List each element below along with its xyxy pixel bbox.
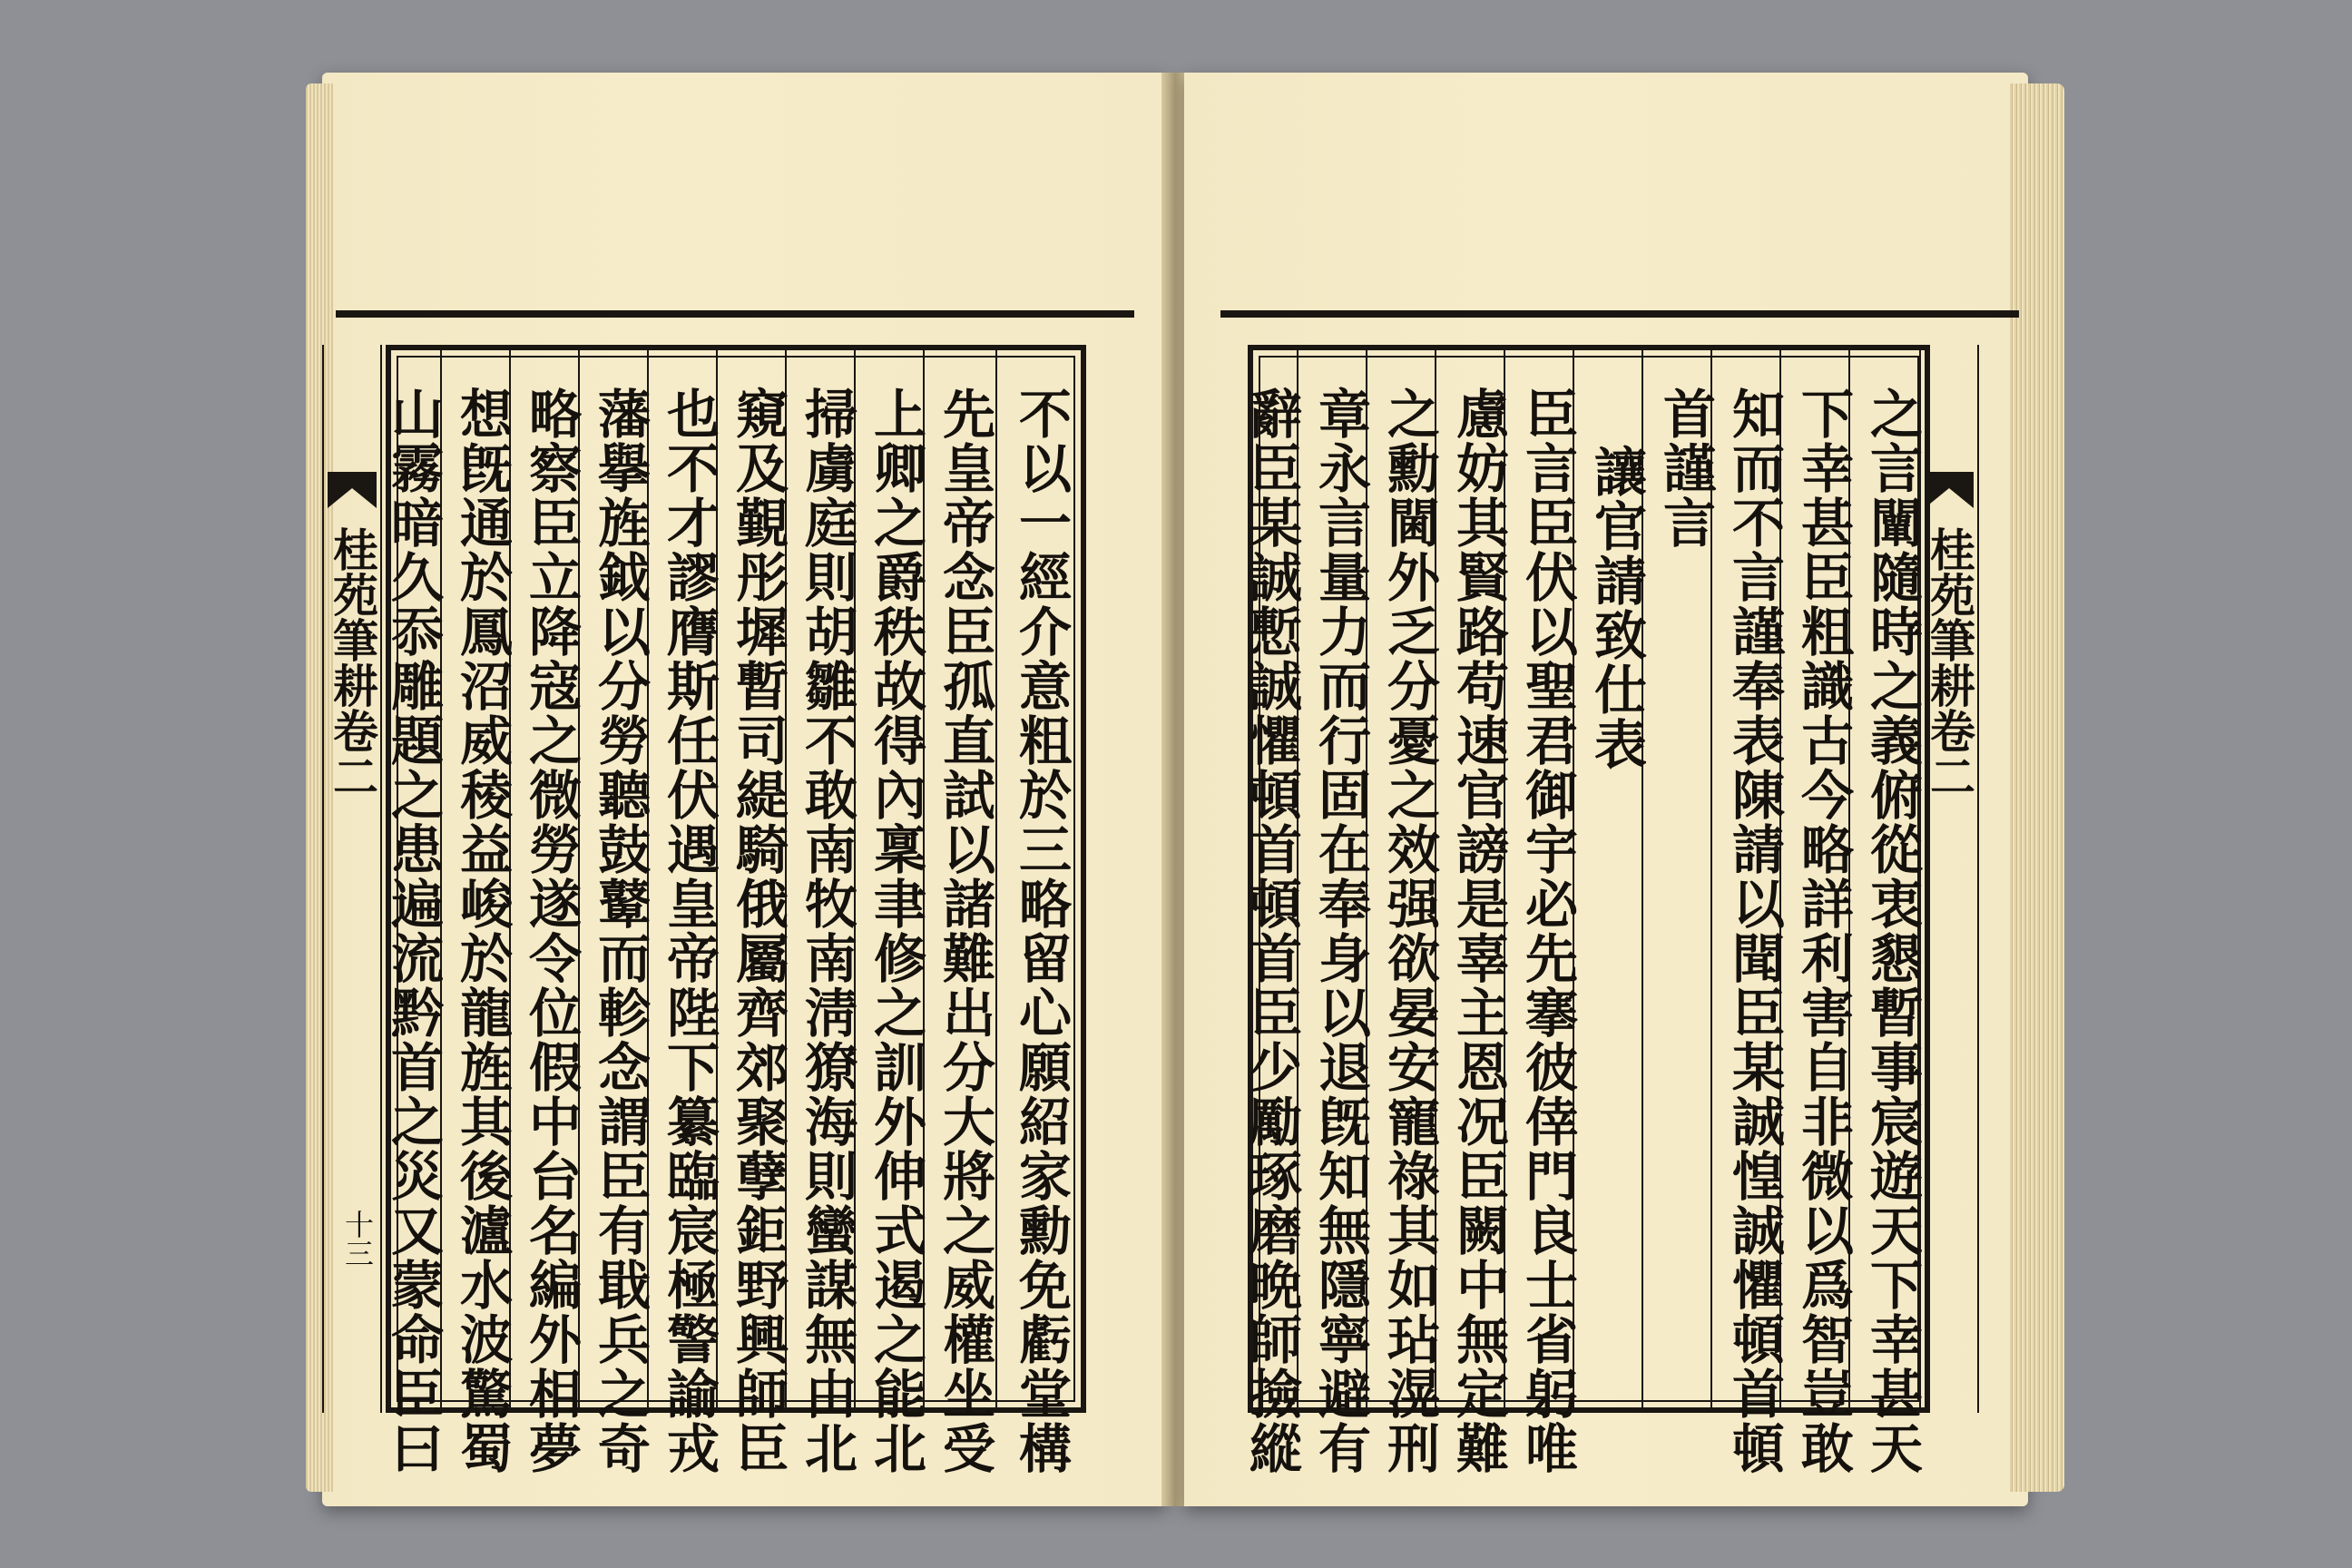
right-margin-title: 桂苑筆耕卷二: [1923, 526, 1976, 799]
right-col-7: 慮妨其賢路苟速官謗是辜主恩况臣闕中無定難: [1447, 387, 1509, 1475]
right-col-10: 辭臣某誠慙誠懼頓首頓首臣少勵琢磨晩師撿縱: [1240, 387, 1302, 1475]
left-margin-title: 桂苑筆耕卷二: [326, 526, 379, 799]
open-book: [322, 73, 2028, 1506]
left-text-frame: [382, 345, 1086, 1475]
left-col-10: 山霧暗久忝雕題之患遍流黔首之災又蒙命臣曰: [382, 387, 444, 1475]
right-col-9: 章永言量力而行固在奉身以退旣知無隱寧避有: [1309, 387, 1371, 1475]
right-text-frame: [1240, 345, 1930, 1475]
right-col-3: 知而不言謹奉表陳請以聞臣某誠惶誠懼頓首頓: [1723, 387, 1785, 1475]
left-col-7: 藩擧旌鉞以分勞聽鼓鼙而軫念謂臣有戢兵之奇: [589, 387, 651, 1475]
left-col-9: 想旣通於鳳沼威稜益峻於龍旌其後瀘水波驚蜀: [451, 387, 513, 1475]
right-center-fold: [1919, 345, 1979, 1413]
left-headband: [336, 310, 1134, 318]
right-headband: [1220, 310, 2019, 318]
left-center-fold: [322, 345, 382, 1413]
right-col-1: 之言闡隨時之義俯從衷懇暫事宸遊天下幸甚天: [1861, 387, 1923, 1475]
fish-tail-mark-icon: [328, 472, 377, 508]
right-col-5-title: 讓官請致仕表: [1585, 445, 1647, 771]
left-col-1: 不以一經介意粗於三略留心願紹家勳免虧堂構: [1010, 387, 1072, 1475]
left-col-2: 先皇帝念臣孤直試以諸難出分大將之威權坐受: [934, 387, 995, 1475]
right-col-4: 首謹言: [1654, 387, 1716, 550]
right-page: [1184, 73, 2028, 1506]
right-col-8: 之勳閫外乏分憂之效强欲晏安寵祿其如玷滉刑: [1378, 387, 1440, 1475]
left-page: [322, 73, 1166, 1506]
left-col-4: 掃虜庭則胡雛不敢南牧南淸獠海則蠻謀無由北: [796, 387, 858, 1475]
left-col-3: 上卿之爵秩故得內稟聿修之訓外伸式遏之能北: [865, 387, 926, 1475]
left-page-number: 十三: [340, 1210, 375, 1268]
right-col-6: 臣言臣伏以聖君御宇必先搴彼倖門良士省躬唯: [1516, 387, 1578, 1475]
left-col-6: 也不才謬膺斯任伏遇皇帝陛下纂臨宸極警諭戎: [658, 387, 720, 1475]
left-col-5: 窺及覲彤墀暫司緹騎俄屬齊郊聚孽鉅野興師臣: [727, 387, 789, 1475]
right-page-edge: [2010, 83, 2064, 1492]
left-col-8: 略察臣立降寇之微勞遂令位假中台名編外相夢: [520, 387, 582, 1475]
fish-tail-mark-icon: [1925, 472, 1974, 508]
right-col-2: 下幸甚臣粗識古今略詳利害自非微以爲智豈敢: [1792, 387, 1854, 1475]
